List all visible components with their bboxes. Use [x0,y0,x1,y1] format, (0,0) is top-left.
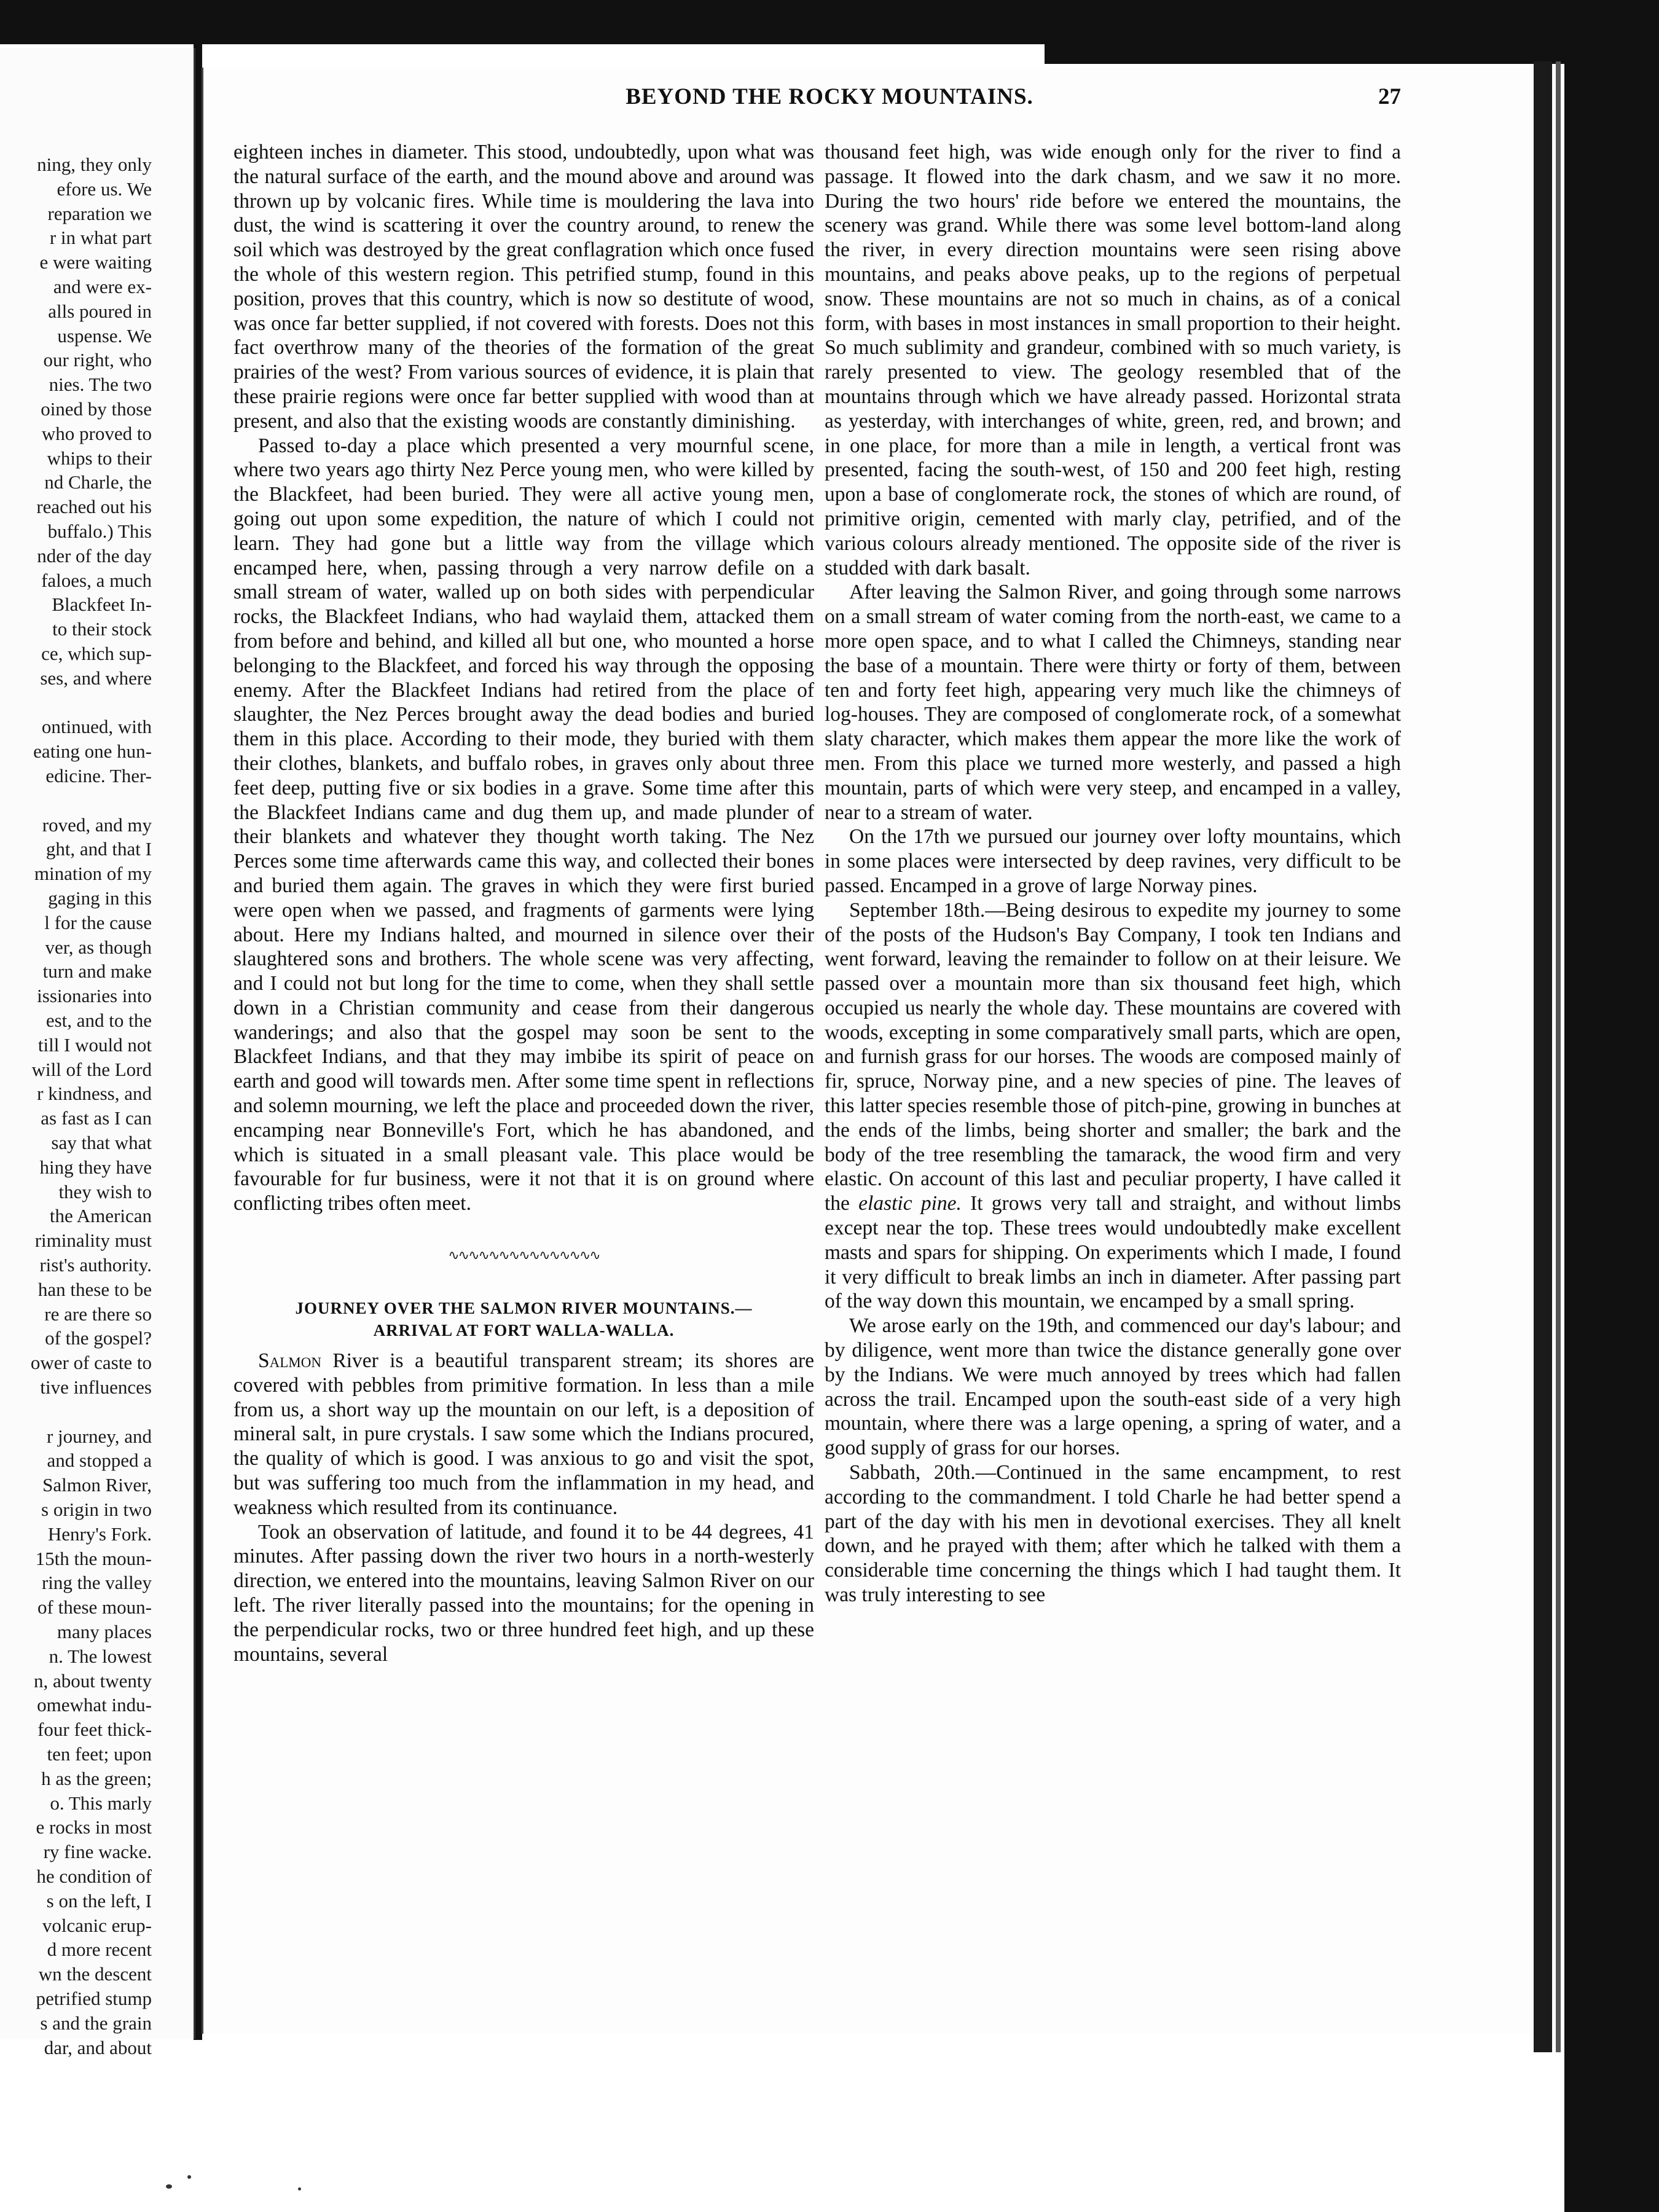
running-title: BEYOND THE ROCKY MOUNTAINS. [626,84,1033,109]
facing-page-line: he condition of [36,1865,152,1887]
facing-page-line: will of the Lord [31,1058,152,1080]
facing-page-line: riminality must [34,1230,152,1252]
facing-page-line: many places [57,1621,152,1642]
page-number: 27 [1378,84,1401,109]
facing-page-line: re are there so [44,1303,152,1325]
facing-page-line: n. The lowest [49,1645,152,1667]
facing-page-line: petrified stump [36,1988,152,2009]
facing-page-line: ring the valley [41,1572,152,1594]
facing-page-line: h as the green; [41,1767,152,1789]
facing-page-line: alls poured in [48,300,152,322]
facing-page-line: our right, who [43,349,152,371]
paragraph: Sabbath, 20th.—Continued in the same encampment, to rest according to the commandment. I told Charle he had better spend a part of the day with his men in devotional exercises. They all knelt down, and he prayed with them; after which he talked with them a considerable time concerning the things which I had taught them. It was truly interesting to see [825,1461,1401,1607]
facing-page-line: est, and to the [45,1010,152,1031]
facing-page-line: of the gospel? [45,1327,152,1349]
facing-page-line: ver, as though [45,936,152,958]
facing-page-line: omewhat indu- [37,1694,152,1716]
facing-page-line: who proved to [41,422,152,444]
paragraph: We arose early on the 19th, and commenced our day's labour; and by diligence, went more than twice the distance generally gone over by the Indians. We were much annoyed by trees which had fallen across the trail. Encamped upon the south-east side of a very high mountain, where there was a large opening, a spring of water, and a good supply of grass for our horses. [825,1314,1401,1460]
facing-page-line: volcanic erup- [42,1914,152,1936]
facing-page-line: r journey, and [46,1425,152,1447]
facing-page-line: ght, and that I [45,838,152,860]
facing-page-line: r in what part [49,227,152,249]
facing-page-line: eating one hun- [33,740,152,763]
facing-page-line: and were ex- [53,276,152,297]
facing-page-line: ontinued, with [41,716,152,738]
facing-page-line: Salmon River, [42,1474,152,1496]
facing-page-line: tive influences [40,1376,152,1398]
italic-term: elastic pine. [858,1192,962,1215]
paragraph: Took an observation of latitude, and found it to be 44 degrees, 41 minutes. After passing down the river two hours in a north-westerly direction, we entered into the mountains, leaving Salmon River on our left. The river literally passed into the mountains; for the opening in the perpendicular rocks, two or three hundred feet high, and up these mountains, several [233,1520,814,1666]
facing-page-line: and stopped a [47,1449,152,1472]
facing-page-line: till I would not [37,1033,152,1056]
paragraph-text: It grows very tall and straight, and without limbs except near the top. These trees would undoubtedly make excellent masts and spars for shipping. On experiments which I made, I found it very difficult to break limbs an inch in diameter. After passing part of the way down this mountain, we encamped by a small spring. [825,1192,1401,1313]
facing-page-line: s on the left, I [46,1889,152,1912]
facing-page-line: ten feet; upon [47,1743,152,1765]
facing-page-line: reached out his [36,496,152,518]
facing-page-line: n, about twenty [34,1669,152,1692]
facing-page-line: s and the grain [40,2012,152,2034]
scan-speck [298,2187,301,2190]
paragraph [825,898,1401,1314]
facing-page-line: ry fine wacke. [43,1841,152,1863]
facing-page-line: they wish to [58,1180,152,1202]
facing-page-line: r kindness, and [37,1083,152,1105]
facing-page-line: ning, they only [37,154,152,175]
paragraph: On the 17th we pursued our journey over lofty mountains, which in some places were intersected by deep ravines, very difficult to be passed. Encamped in a grove of large Norway pines. [825,825,1401,897]
facing-page-line: nder of the day [37,544,152,567]
facing-page-line: nies. The two [49,374,152,396]
facing-page-line: wn the descent [38,1963,152,1985]
facing-page-line: four feet thick- [37,1719,152,1741]
facing-page-line: oined by those [41,398,152,420]
section-divider-ornament: ∿∿∿∿∿∿∿∿∿∿∿∿∿∿∿ [448,1247,600,1263]
facing-page-line: hing they have [39,1156,152,1178]
facing-page-line: e were waiting [39,251,152,273]
book-spine-edge [1556,61,1561,2052]
paragraph [233,1349,814,1520]
section-heading-line: ARRIVAL AT FORT WALLA-WALLA. [373,1321,675,1340]
facing-page-line: of these moun- [37,1596,152,1618]
text-column-left [233,140,814,1666]
facing-page-line: roved, and my [42,814,152,836]
section-heading-line: JOURNEY OVER THE SALMON RIVER MOUNTAINS.— [295,1299,753,1318]
facing-page-line: the American [49,1205,152,1227]
facing-page-line: uspense. We [57,324,152,347]
paragraph: Passed to-day a place which presented a very mournful scene, where two years ago thirty Nez Perce young men, who were killed by the Blackfeet, had been buried. They were all active young men, going out upon some expedition, the nature of which I could not learn. They had gone but a little way from the village which encamped here, when, passing through a very narrow defile on a small stream of water, walled up on both sides with perpendicular rocks, the Blackfeet Indians, who had waylaid them, attacked them from before and behind, and killed all but one, who mounted a horse belonging to the Blackfeet, and forced his way through the opposing enemy. After the Blackfeet Indians had retired from the place of slaughter, the Nez Perces brought away the dead bodies and buried them in this place. According to their mode, they buried with them their clothes, blankets, and buffalo robes, in graves only about three feet deep, putting five or six bodies in a grave. Some time after this the Blackfeet Indians came and dug them up, and made plunder of their blankets and whatever they thought worth taking. The Nez Perces some time afterwards came this way, and collected their bones and buried them again. The graves in which they were first buried were open when we passed, and fragments of garments were lying about. Here my Indians halted, and mourned in silence over their slaughtered sons and brothers. The whole scene was very affecting, and I could not but long for the time to come, when they shall settle down in a Christian community and cease from their dangerous wanderings; and also that the gospel may soon be sent to the Blackfeet Indians, and that they may imbibe its spirit of peace on earth and good will towards men. After some time spent in reflections and solemn mourning, we left the place and proceeded down the river, encamping near Bonneville's Fort, which he has abandoned, and which is situated in a small pleasant vale. This place would be favourable for fur business, were it not that it is on ground where conflicting tribes often meet. [233,434,814,1215]
facing-page-line: efore us. We [57,178,152,200]
facing-page-line: edicine. Ther- [45,765,152,786]
facing-page-fragment [0,48,195,2058]
facing-page-line: e rocks in most [36,1816,152,1838]
facing-page-line: mination of my [34,863,152,885]
facing-page-line: d more recent [47,1939,152,1961]
facing-page-line: turn and make [42,960,152,982]
scan-speck [166,2184,172,2189]
facing-page-line: buffalo.) This [47,520,152,542]
facing-page-line: as fast as I can [41,1107,152,1129]
facing-page-line: faloes, a much [41,569,152,591]
facing-page-line: whips to their [47,447,152,469]
facing-page-line: ce, which sup- [41,643,152,664]
text-column-right [825,140,1401,1607]
scan-speck [187,2175,191,2179]
facing-page-line: to their stock [52,618,152,640]
facing-page-line: Henry's Fork. [47,1523,152,1545]
paragraph: thousand feet high, was wide enough only for the river to find a passage. It flowed into the dark chasm, and we saw it no more. During the two hours' ride before we entered the mountains, the scenery was grand. While there was some level bottom-land along the river, in every direction mountains were seen rising above mountains, and peaks above peaks, up to the regions of perpetual snow. These mountains are not so much in chains, as of a conical form, with bases in most instances in small proportion to their height. So much sublimity and grandeur, combined with so much variety, is rarely presented to view. The geology resembled that of the mountains through which we have already passed. Horizontal strata as yesterday, with interchanges of white, green, red, and brown; and in one place, for more than a mile in length, a vertical front was presented, facing the south-west, of 150 and 200 feet high, resting upon a base of conglomerate rock, the stones of which are round, of primitive origin, cemented with marly clay, petrified, and of the various colours already mentioned. The opposite side of the river is studded with dark basalt. [825,141,1401,579]
facing-page-line: ower of caste to [30,1352,152,1374]
scan-border-right [1564,0,1659,2212]
facing-page-line: gaging in this [48,887,152,909]
facing-page-line: ses, and where [40,667,152,689]
facing-page-line: s origin in two [41,1499,152,1520]
facing-page-line: 15th the moun- [35,1547,152,1569]
paragraph-text: River is a beautiful transparent stream; its shores are covered with pebbles from primitive formation. In less than a mile from us, a short way up the mountain on our left, is a deposition of mineral salt, in pure crystals. I saw some which the Indians procured, the quality of which is good. I was anxious to go and visit the spot, but was suffering too much from the inflammation in my head, and weakness which resulted from its continuance. [233,1349,814,1519]
facing-page-line: reparation we [47,202,152,224]
book-spine-shadow [1534,61,1552,2052]
facing-page-line: nd Charle, the [44,471,152,493]
facing-page-line: say that what [51,1132,152,1153]
facing-page-line: o. This marly [50,1792,152,1814]
paragraph: After leaving the Salmon River, and going through some narrows on a small stream of water coming from the north-east, we came to a more open space, and to what I called the Chimneys, standing near the base of a mountain. There were thirty or forty of them, between ten and forty feet high, appearing very much like the chimneys of log-houses. They are composed of conglomerate rock, of a somewhat slaty character, which makes them appear the more like the work of men. From this place we turned more westerly, and passed a high mountain, parts of which were very steep, and encamped in a valley, near to a stream of water. [825,581,1401,824]
lead-word: Salmon [258,1349,321,1373]
facing-page-line: han these to be [37,1278,152,1300]
section-heading [233,1297,814,1341]
paragraph: eighteen inches in diameter. This stood, undoubtedly, upon what was the natural surface of the earth, and the mound above and around was thrown up by volcanic fires. While time is mouldering the lava into dust, the wind is scattering it over the country around, to renew the soil which was destroyed by the great conflagration which once fused the whole of this western region. This petrified stump, found in this position, proves that this country, which is now so destitute of wood, was once far better supplied, if not covered with forests. Does not this fact overthrow many of the theories of the formation of the great prairies of the west? From various sources of evidence, it is plain that these prairie regions were once far better supplied with wood than at present, and also that the existing woods are constantly diminishing. [233,141,814,433]
facing-page-line: Blackfeet In- [52,594,152,616]
facing-page-line: issionaries into [37,985,152,1007]
facing-page-line: rist's authority. [39,1254,152,1276]
paragraph-text: September 18th.—Being desirous to expedite my journey to some of the posts of the Hudson's Bay Company, I took ten Indians and went forward, leaving the remainder to follow on at their leisure. We passed over a mountain more than six thousand feet high, which occupied us nearly the whole day. These mountains are covered with woods, excepting in some comparatively small parts, which are open, and furnish grass for our horses. The woods are composed mainly of fir, spruce, Norway pine, and a new species of pine. The leaves of this latter species resemble those of pitch-pine, growing in bunches at the ends of the limbs, being shorter and smaller; the bark and the body of the tree resembling the tamarack, the wood firm and very elastic. On account of this last and peculiar property, I have called it the [825,898,1401,1215]
facing-page-line: dar, and about [44,2036,152,2058]
facing-page-line: l for the cause [44,911,152,933]
